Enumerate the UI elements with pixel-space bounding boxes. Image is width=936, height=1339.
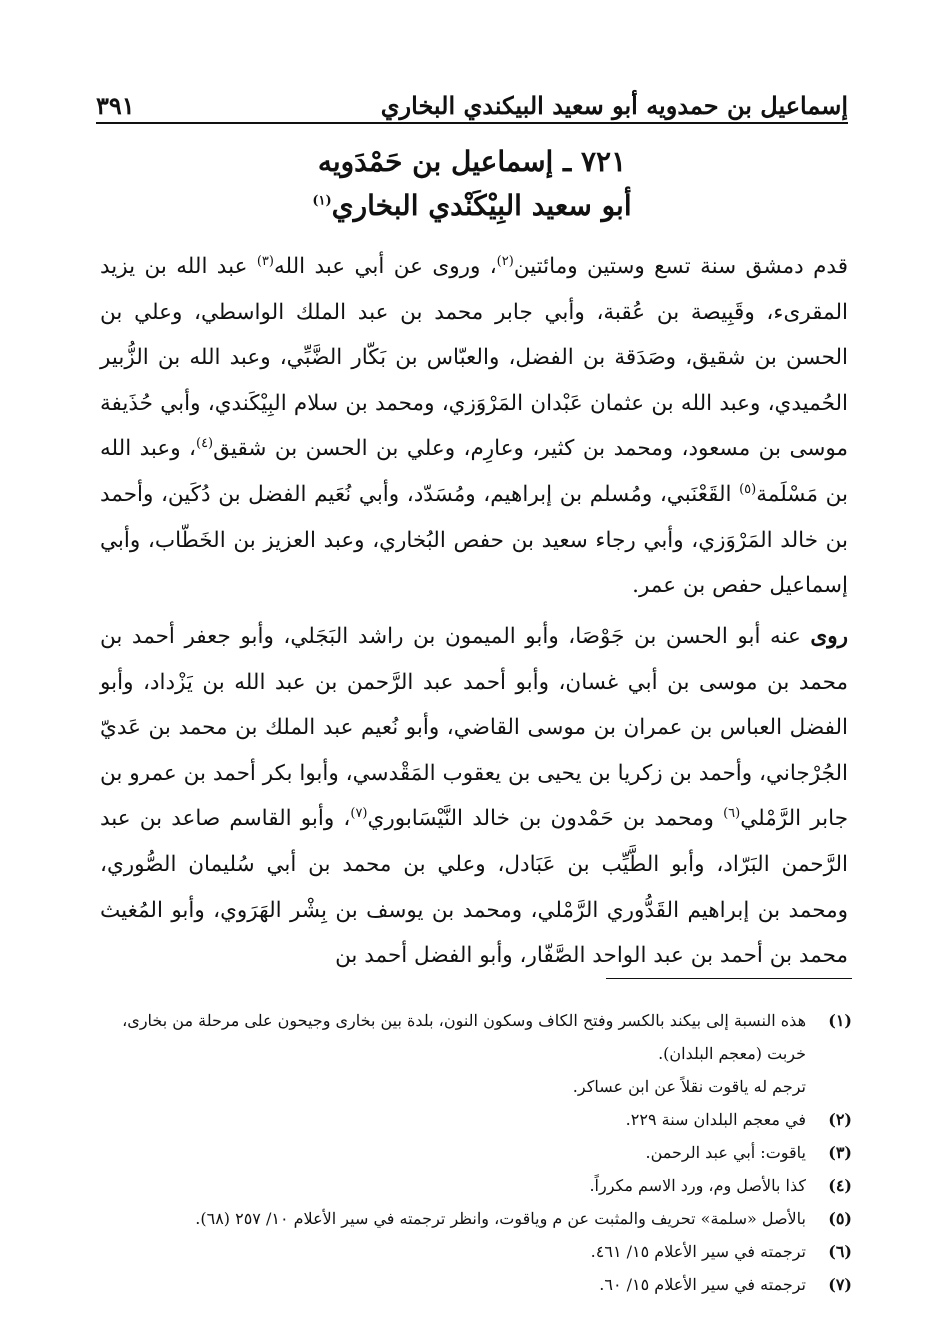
footnote-number: (٤) [828, 1176, 852, 1195]
text-run: ، وعبد الله بن مَسْلَمة [100, 436, 848, 507]
entry-title-line2 [96, 184, 848, 228]
footnote-text: ياقوت: أبي عبد الرحمن. [645, 1143, 806, 1162]
footnote-number: (٦) [828, 1242, 852, 1261]
running-head [96, 76, 848, 120]
footnote-text: ترجمته في سير الأعلام ١٥/ ٤٦١. [590, 1242, 806, 1261]
footnote [100, 1268, 852, 1301]
text-run: ، وأبو القاسم صاعد بن عبد الرَّحمن البَرّاد، وأبو الطَّيِّب بن عَبَادل، وعلي بن محمد بن أبي سُليمان الصُّوري، ومحمد بن إبراهيم القَدُّوري الرَّمْلي، ومحمد بن يوسف بن بِشْر الهَرَوي، وأبو المُغيث محمد بن أحمد بن عبد الواحد الصَّفّار، وأبو الفضل أحمد بن [100, 806, 848, 969]
text-run: ، وروى عن أبي عبد الله [273, 254, 497, 279]
footnote-ref: (٦) [723, 806, 741, 822]
text-run: ومحمد بن حَمْدون بن خالد النَّيْسَابوري [367, 806, 724, 832]
entry-title-line1: ٧٢١ ـ إسماعيل بن حَمْدَويه [317, 145, 627, 178]
paragraph-2 [100, 614, 848, 979]
footnote-number: (٥) [828, 1209, 852, 1228]
footnote [100, 1103, 852, 1136]
footnote-text: ترجمته في سير الأعلام ١٥/ ٦٠. [599, 1275, 806, 1294]
footnote [100, 1004, 852, 1070]
narrators-from-paragraph [100, 244, 848, 609]
footnote-number: (٣) [828, 1143, 852, 1162]
footnote [100, 1202, 852, 1235]
footnote [100, 1136, 852, 1169]
footnote-ref: (٣) [256, 253, 274, 269]
footnotes [100, 1004, 852, 1301]
text-run: قدم دمشق سنة تسع وستين ومائتين [513, 254, 848, 279]
entry-title [96, 140, 848, 228]
footnote-text: كذا بالأصل وم، ورد الاسم مكرراً. [589, 1176, 806, 1195]
footnote-ref: (٥) [739, 481, 757, 497]
running-head-title: إسماعيل بن حمدويه أبو سعيد البيكندي البخاري [380, 91, 848, 120]
footnote [100, 1169, 852, 1202]
text-run: القَعْنَبي، ومُسلم بن إبراهيم، ومُسَدّد، وأبي نُعَيم الفضل بن دُكَين، وأحمد بن خالد المَرْوَزي، وأبي رجاء سعيد بن حفص البُخاري، وعبد العزيز بن الخَطّاب، وأبي إسماعيل حفص بن عمر. [100, 481, 848, 599]
footnote-rule [606, 978, 852, 979]
footnote-number: (٧) [828, 1275, 852, 1294]
text-run: عنه أبو الحسن بن جَوْصَا، وأبو الميمون بن راشد البَجَلي، وأبو جعفر أحمد بن محمد بن موسى بن أبي غسان، وأبو أحمد عبد الرَّحمن بن عبد الله بن يَزْداد، وأبو الفضل العباس بن عمران بن موسى القاضي، وأبو نُعيم عبد الملك بن محمد بن عَديّ الجُرْجاني، وأحمد بن زكريا بن يحيى بن يعقوب المَقْدسي، وأبوا بكر أحمد بن عمرو بن جابر الرَّمْلي [100, 624, 848, 832]
footnote-number: (٢) [828, 1110, 852, 1129]
text-run: عبد الله بن يزيد المقرىء، وقَبِيصة بن عُقبة، وأبي جابر محمد بن عبد الملك الواسطي، وعلي بن الحسن بن شقيق، وصَدَقة بن الفضل، والعبّاس بن بَكّار الضَّبِّي، وعبد الله بن الزُّبير الحُميدي، وعبد الله بن عثمان عَبْدان المَرْوَزي، ومحمد بن سلام البِيْكَندي، وأبي حُذَيفة موسى بن مسعود، ومحمد بن كثير، وعارِم، وعلي بن الحسن بن شقيق [100, 254, 849, 462]
footnote [100, 1235, 852, 1268]
footnote-text: هذه النسبة إلى بيكند بالكسر وفتح الكاف وسكون النون، بلدة بين بخارى وجيحون على مرحلة من بخارى، خربت (معجم البلدان). [122, 1011, 806, 1063]
footnote-text: في معجم البلدان سنة ٢٢٩. [625, 1110, 806, 1129]
paragraph-2-lead: روى [810, 624, 848, 649]
footnote-ref: (٧) [350, 806, 368, 822]
footnote-ref: (١) [312, 193, 332, 209]
footnote-number: (١) [828, 1011, 852, 1030]
page-number: ٣٩١ [96, 91, 135, 120]
narrators-to-paragraph [100, 614, 848, 979]
footnote-ref: (٤) [195, 436, 214, 452]
footnote-ref: (٢) [496, 253, 514, 269]
paragraph-1 [100, 244, 848, 609]
header-rule [96, 122, 848, 124]
footnote-text: بالأصل «سلمة» تحريف والمثبت عن م وياقوت، وانظر ترجمته في سير الأعلام ١٠/ ٢٥٧ (٦٨). [195, 1209, 806, 1228]
entry-title-name: أبو سعيد البِيْكَنْدي البخاري [331, 189, 632, 222]
footnote-continuation: ترجم له ياقوت نقلاً عن ابن عساكر. [572, 1077, 806, 1096]
